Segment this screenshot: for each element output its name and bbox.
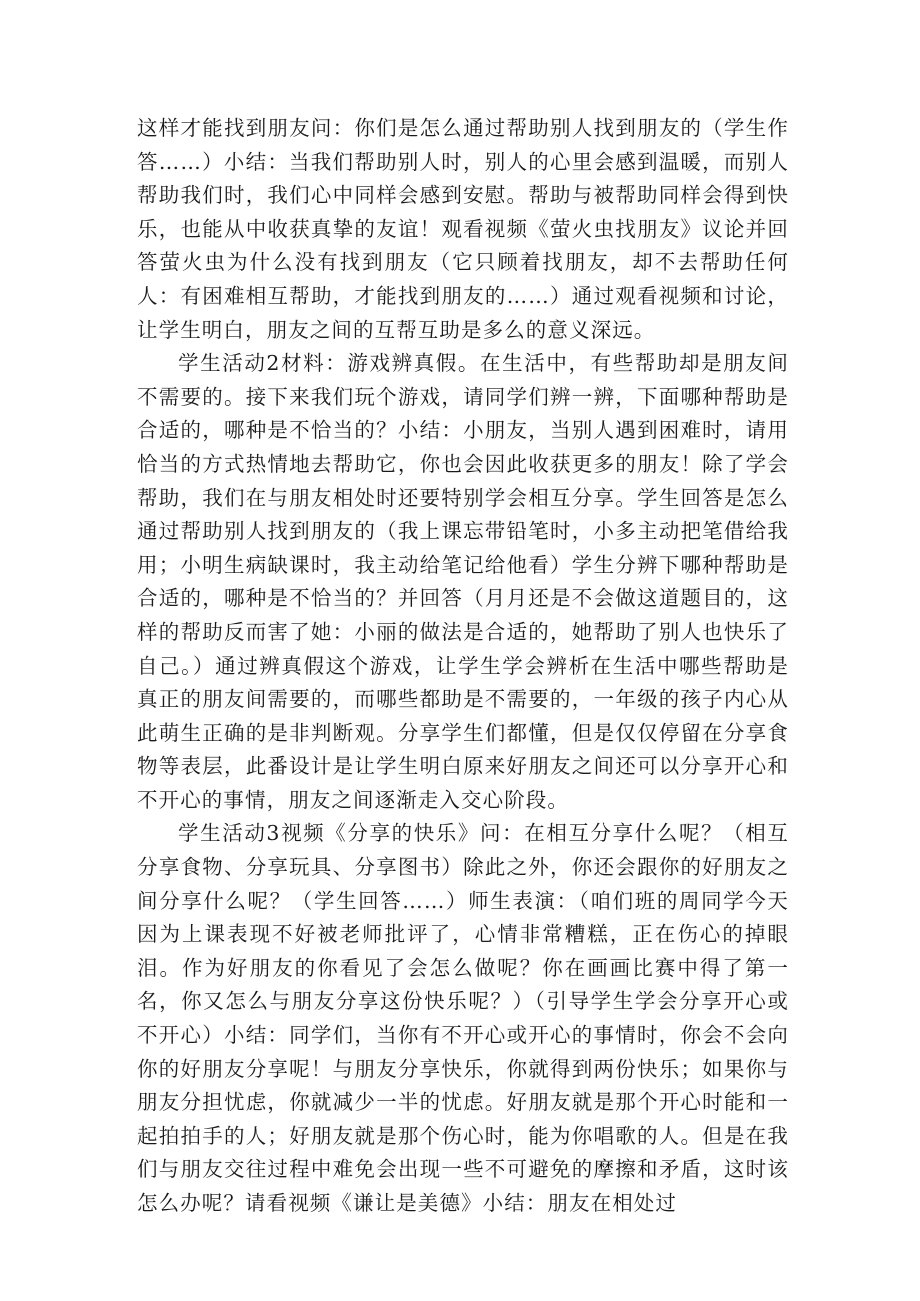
paragraph-3: 学生活动3视频《分享的快乐》问：在相互分享什么呢？（相互分享食物、分享玩具、分享图书）除此之外，你还会跟你的好朋友之间分享什么呢？（学生回答……）师生表演：（咱们班的周同学今天因为上课表现不好被老师批评了，心情非常糟糕，正在伤心的掉眼泪。作为好朋友的你看见了会怎么做呢？你在画画比赛中得了第一名，你又怎么与朋友分享这份快乐呢？）（引导学生学会分享开心或不开心）小结：同学们，当你有不开心或开心的事情时，你会不会向你的好朋友分享呢！与朋友分享快乐，你就得到两份快乐；如果你与朋友分担忧虑，你就减少一半的忧虑。好朋友就是那个开心时能和一起拍拍手的人；好朋友就是那个伤心时，能为你唱歌的人。但是在我们与朋友交往过程中难免会出现一些不可避免的摩擦和矛盾，这时该怎么办呢？请看视频《谦让是美德》小结：朋友在相处过 bbox=[137, 821, 789, 1215]
paragraph-2: 学生活动2材料：游戏辨真假。在生活中，有些帮助却是朋友间不需要的。接下来我们玩个游戏，请同学们辨一辨，下面哪种帮助是合适的，哪种是不恰当的？小结：小朋友，当别人遇到困难时，请用恰当的方式热情地去帮助它，你也会因此收获更多的朋友！除了学会帮助，我们在与朋友相处时还要特别学会相互分享。学生回答是怎么通过帮助别人找到朋友的（我上课忘带铅笔时，小多主动把笔借给我用；小明生病缺课时，我主动给笔记给他看）学生分辨下哪种帮助是合适的，哪种是不恰当的？并回答（月月还是不会做这道题目的，这样的帮助反而害了她：小丽的做法是合适的，她帮助了别人也快乐了自己。）通过辨真假这个游戏，让学生学会辨析在生活中哪些帮助是真正的朋友间需要的，而哪些都助是不需要的，一年级的孩子内心从此萌生正确的是非判断观。分享学生们都懂，但是仅仅停留在分享食物等表层，此番设计是让学生明白原来好朋友之间还可以分享开心和不开心的事情，朋友之间逐渐走入交心阶段。 bbox=[137, 351, 789, 812]
paragraph-1: 这样才能找到朋友问：你们是怎么通过帮助别人找到朋友的（学生作答……）小结：当我们帮助别人时，别人的心里会感到温暖，而别人帮助我们时，我们心中同样会感到安慰。帮助与被帮助同样会得到快乐，也能从中收获真挚的友谊！观看视频《萤火虫找朋友》议论并回答萤火虫为什么没有找到朋友（它只顾着找朋友，却不去帮助任何人：有困难相互帮助，才能找到朋友的……）通过观看视频和讨论，让学生明白，朋友之间的互帮互助是多么的意义深远。 bbox=[137, 116, 789, 342]
document-body bbox=[137, 112, 789, 1221]
